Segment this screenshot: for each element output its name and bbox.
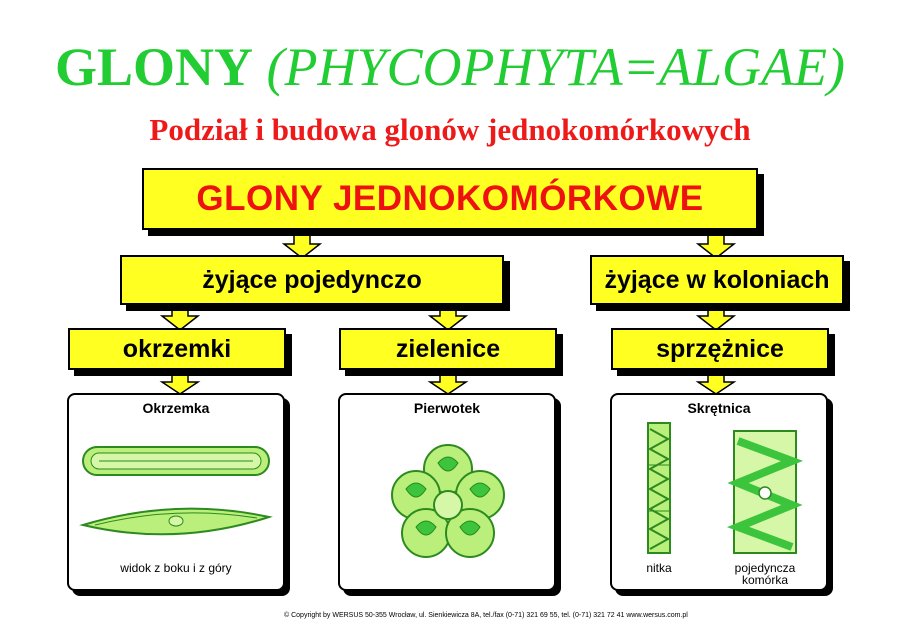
panel-pierwotek [338, 393, 556, 591]
group-sprzeznice-box: sprzężnice [611, 328, 829, 370]
arrow-single-to-zielenice [430, 304, 466, 330]
panel-title-skretnica: Skrętnica [687, 400, 751, 416]
spirogyra-illustration [612, 421, 826, 561]
protococcus-illustration [340, 423, 554, 583]
page-subtitle: Podział i budowa glonów jednokomórkowych [149, 112, 751, 147]
footer-copyright: © Copyright by WERSUS 50-355 Wrocław, ul. Sienkiewicza 8A, tel./fax (0-71) 321 69 55, tel. (0-71) 321 72 41 www.wersus.com.pl [284, 612, 688, 619]
title-latin: (PHYCOPHYTA=ALGAE) [266, 37, 845, 97]
arrow-root-to-colonial [698, 230, 734, 258]
arrow-root-to-single [284, 230, 320, 258]
branch-single-box: żyjące pojedynczo [120, 255, 504, 305]
panel-title-okrzemka: Okrzemka [142, 400, 210, 416]
group-zielenice-box: zielenice [339, 328, 557, 370]
arrow-zielenice-to-panel [430, 370, 466, 394]
group-okrzemki-box: okrzemki [68, 328, 286, 370]
caption-single-cell-line1: pojedyncza [734, 561, 796, 575]
root-box: GLONY JEDNOKOMÓRKOWE [142, 168, 758, 230]
arrow-okrzemki-to-panel [162, 370, 198, 394]
caption-single-cell-line2: komórka [741, 573, 788, 587]
caption-diatom: widok z boku i z góry [120, 561, 232, 575]
arrow-single-to-okrzemki [162, 304, 198, 330]
panel-title-pierwotek: Pierwotek [413, 400, 481, 416]
arrow-colonial-to-sprzeznice [698, 304, 734, 330]
branch-colonial-box: żyjące w koloniach [590, 255, 844, 305]
diatom-illustration [69, 425, 283, 575]
caption-filament: nitka [646, 561, 672, 575]
title-main: GLONY [55, 37, 254, 97]
arrow-sprzeznice-to-panel [698, 370, 734, 394]
panel-skretnica [610, 393, 828, 591]
panel-okrzemka [67, 393, 285, 591]
